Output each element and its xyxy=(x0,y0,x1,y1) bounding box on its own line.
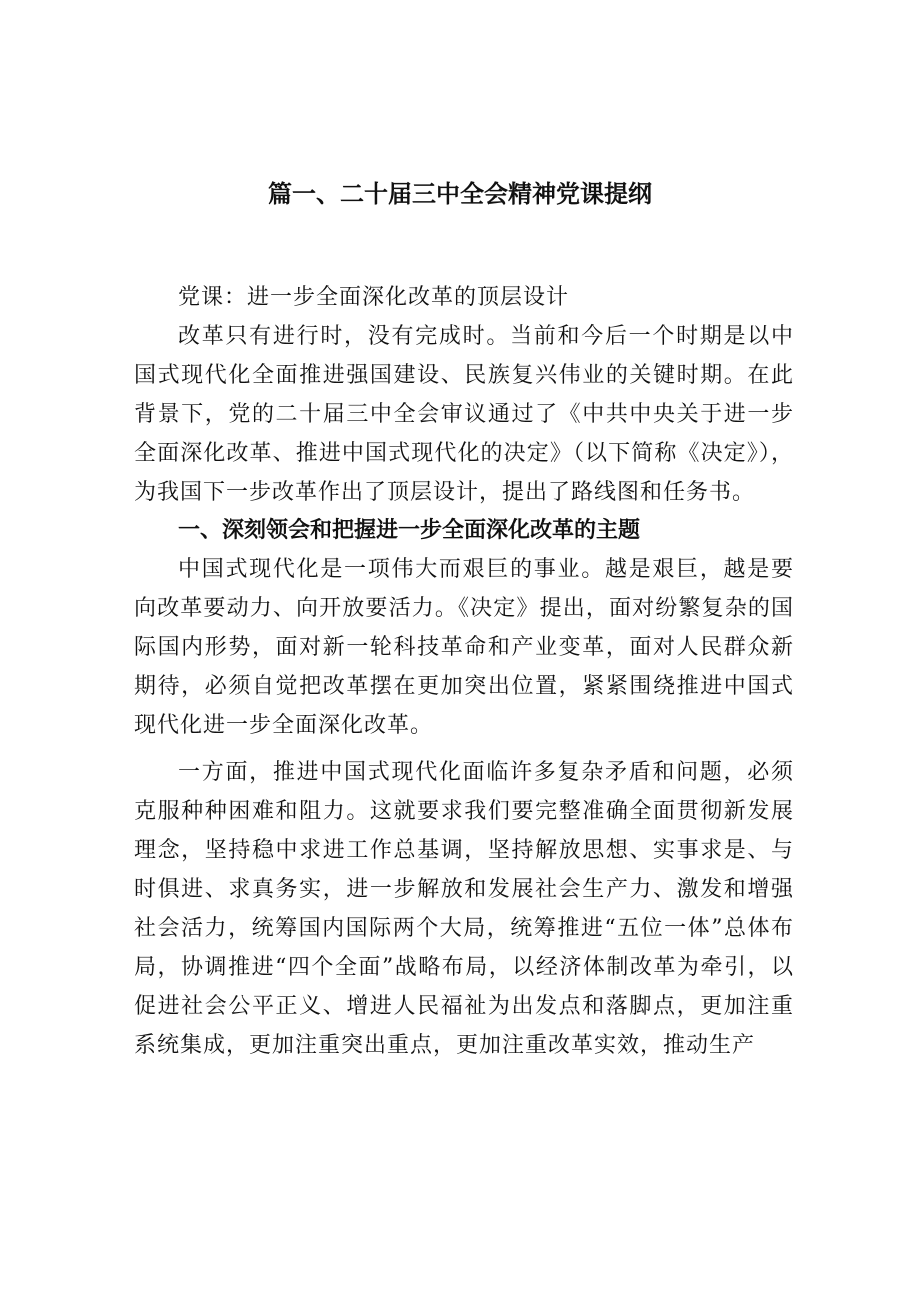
intro-paragraph: 改革只有进行时，没有完成时。当前和今后一个时期是以中国式现代化全面推进强国建设、民族复兴伟业的关键时期。在此背景下，党的二十届三中全会审议通过了《中共中央关于进一步全面深化改革、推进中国式现代化的决定》（以下简称《决定》），为我国下一步改革作出了顶层设计，提出了路线图和任务书。 xyxy=(134,324,794,505)
section-1-paragraph-1: 中国式现代化是一项伟大而艰巨的事业。越是艰巨，越是要向改革要动力、向开放要活力。《决定》提出，面对纷繁复杂的国际国内形势，面对新一轮科技革命和产业变革，面对人民群众新期待，必须自觉把改革摆在更加突出位置，紧紧围绕推进中国式现代化进一步全面深化改革。 xyxy=(134,557,794,738)
section-1-paragraph-2: 一方面，推进中国式现代化面临许多复杂矛盾和问题，必须克服种种困难和阻力。这就要求我们要完整准确全面贯彻新发展理念，坚持稳中求进工作总基调，坚持解放思想、实事求是、与时俱进、求真务实，进一步解放和发展社会生产力、激发和增强社会活力，统筹国内国际两个大局，统筹推进“五位一体”总体布局，协调推进“四个全面”战略布局，以经济体制改革为牵引，以促进社会公平正义、增进人民福祉为出发点和落脚点，更加注重系统集成，更加注重突出重点，更加注重改革实效，推动生产 xyxy=(134,760,794,1058)
section-heading-1: 一、深刻领会和把握进一步全面深化改革的主题 xyxy=(178,518,641,543)
document-title: 篇一、二十届三中全会精神党课提纲 xyxy=(268,180,652,208)
lesson-title: 党课：进一步全面深化改革的顶层设计 xyxy=(178,285,570,310)
document-body xyxy=(134,278,794,1065)
